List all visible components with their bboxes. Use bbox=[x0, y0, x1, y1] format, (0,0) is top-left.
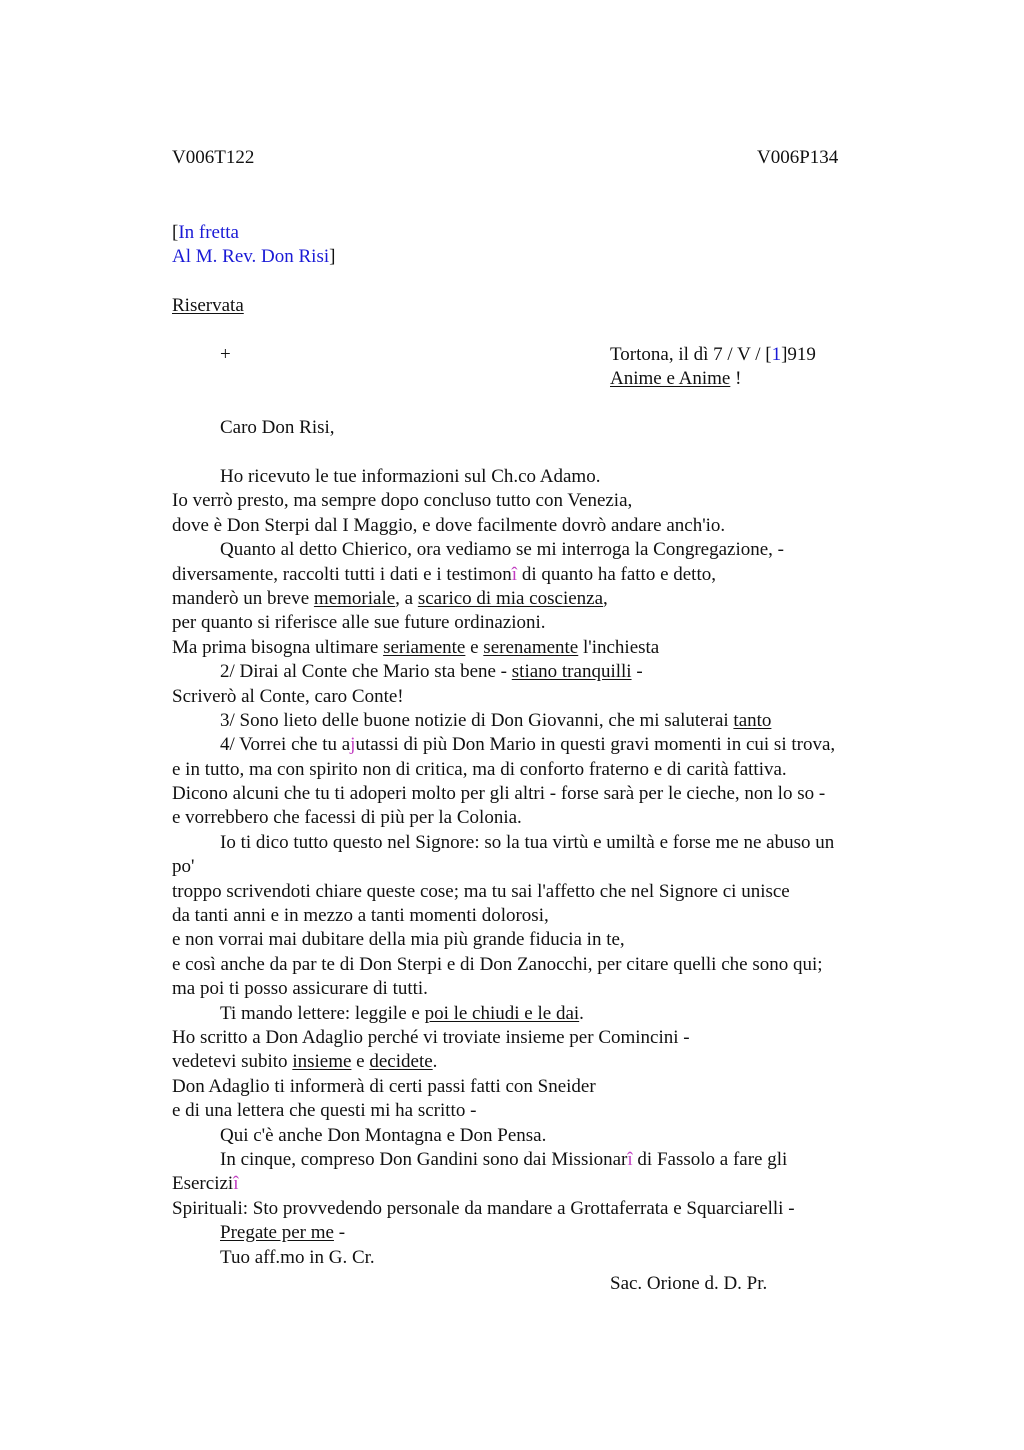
underlined-text: memoriale bbox=[313, 587, 396, 609]
text-run: In cinque, compreso Don Gandini sono dai Missionar bbox=[220, 1148, 628, 1170]
text-run: Scriverò al Conte, caro Conte! bbox=[172, 685, 404, 707]
letter-line bbox=[172, 587, 912, 611]
text-run: Ho ricevuto le tue informazioni sul Ch.co Adamo. bbox=[220, 466, 601, 487]
cross-symbol: + bbox=[220, 344, 231, 365]
letter-line bbox=[172, 489, 912, 513]
letter-line bbox=[172, 904, 912, 928]
dateline: Tortona, il dì 7 / V / [1]919 bbox=[610, 344, 816, 365]
letter-line bbox=[172, 1124, 912, 1148]
letter-line bbox=[172, 880, 912, 904]
underlined-text: Pregate per me bbox=[220, 1222, 334, 1244]
letter-line bbox=[172, 782, 912, 806]
text-run: di quanto ha fatto e detto, bbox=[517, 563, 716, 585]
text-run: Quanto al detto Chierico, ora vediamo se mi interroga la Congregazione, - bbox=[220, 539, 785, 561]
text-run: l'inchiesta bbox=[578, 636, 660, 658]
letter-line bbox=[172, 1050, 912, 1074]
text-run: diversamente, raccolti tutti i dati e i testimon bbox=[172, 563, 512, 585]
letter-line bbox=[172, 928, 912, 952]
underlined-text: stiano tranquilli bbox=[511, 661, 632, 683]
address-close-bracket: ] bbox=[329, 246, 336, 267]
letter-line bbox=[172, 465, 912, 489]
motto: Anime e Anime ! bbox=[610, 368, 742, 389]
text-run: Ti mando lettere: leggile e bbox=[220, 1002, 425, 1024]
text-run: troppo scrivendoti chiare queste cose; ma tu sai l'affetto che nel Signore ci unisce bbox=[172, 880, 790, 902]
text-run: Qui c'è anche Don Montagna e Don Pensa. bbox=[220, 1124, 547, 1146]
letter-line bbox=[172, 733, 912, 757]
dateline-restored-digit: 1 bbox=[771, 344, 782, 365]
letter-line bbox=[172, 514, 912, 538]
text-run: 2/ Dirai al Conte che Mario sta bene - bbox=[220, 661, 512, 683]
letter-line bbox=[172, 758, 912, 782]
text-run: e in tutto, ma con spirito non di critica, ma di conforto fraterno e di carità fattiva. bbox=[172, 758, 787, 780]
text-run: Dicono alcuni che tu ti adoperi molto per gli altri - forse sarà per le cieche, non lo so - bbox=[172, 783, 826, 805]
confidential-label: Riservata bbox=[172, 295, 244, 316]
underlined-text: tanto bbox=[733, 709, 772, 731]
underlined-text: poi le chiudi e le dai bbox=[424, 1002, 580, 1024]
text-run: - bbox=[333, 1222, 346, 1244]
underlined-text: decidete bbox=[369, 1051, 433, 1073]
text-run: Don Adaglio ti informerà di certi passi fatti con Sneider bbox=[172, 1075, 596, 1097]
text-run: - bbox=[631, 661, 643, 683]
editorial-mark: î bbox=[233, 1173, 239, 1195]
letter-line bbox=[172, 1148, 912, 1172]
text-run: utassi di più Don Mario in questi gravi momenti in cui si trova, bbox=[355, 734, 836, 756]
text-run: e di una lettera che questi mi ha scritto - bbox=[172, 1100, 477, 1122]
text-run: Ho scritto a Don Adaglio perché vi troviate insieme per Comincini - bbox=[172, 1026, 690, 1048]
text-run: ma poi ti posso assicurare di tutti. bbox=[172, 978, 428, 1000]
text-run: manderò un breve bbox=[172, 587, 314, 609]
underlined-text: seriamente bbox=[383, 636, 466, 658]
letter-line bbox=[172, 1099, 912, 1123]
letter-line bbox=[172, 1002, 912, 1026]
letter-line bbox=[172, 685, 912, 709]
address-line-1 bbox=[172, 221, 239, 245]
signature: Sac. Orione d. D. Pr. bbox=[610, 1273, 768, 1294]
editorial-mark: î bbox=[627, 1148, 633, 1170]
underlined-text: scarico di mia coscienza bbox=[417, 587, 604, 609]
letter-line bbox=[172, 538, 912, 562]
letter-line bbox=[172, 977, 912, 1001]
letter-body bbox=[172, 465, 912, 1270]
letter-line bbox=[172, 953, 912, 977]
underlined-text: insieme bbox=[292, 1051, 352, 1073]
text-run: . bbox=[579, 1002, 584, 1024]
letter-line bbox=[172, 563, 912, 587]
text-run: , bbox=[603, 587, 608, 609]
text-run: e bbox=[351, 1051, 370, 1073]
text-run: . bbox=[432, 1051, 438, 1073]
editorial-mark: î bbox=[511, 563, 518, 585]
text-run: e vorrebbero che facessi di più per la Colonia. bbox=[172, 807, 522, 829]
letter-line bbox=[172, 636, 912, 660]
letter-line bbox=[172, 1172, 912, 1196]
letter-line bbox=[172, 1026, 912, 1050]
text-run: Spirituali: Sto provvedendo personale da mandare a Grottaferrata e Squarciarelli - bbox=[172, 1197, 795, 1219]
letter-line bbox=[172, 1246, 912, 1270]
letter-line bbox=[172, 1221, 912, 1245]
text-run: e bbox=[465, 636, 484, 658]
text-run: Io verrò presto, ma sempre dopo concluso tutto con Venezia, bbox=[172, 490, 633, 512]
letter-line bbox=[172, 611, 912, 635]
address-urgency: In fretta bbox=[178, 222, 239, 243]
address-open-bracket: [ bbox=[172, 222, 179, 243]
letter-line bbox=[172, 660, 912, 684]
text-run: di Fassolo a fare gli bbox=[632, 1148, 788, 1170]
text-run: 4/ Vorrei che tu a bbox=[220, 734, 351, 756]
editorial-mark: j bbox=[350, 734, 356, 756]
address-line-2 bbox=[172, 245, 335, 269]
text-run: da tanti anni e in mezzo a tanti momenti dolorosi, bbox=[172, 905, 549, 927]
letter-line bbox=[172, 1197, 912, 1221]
text-run: Esercizi bbox=[172, 1173, 234, 1195]
text-run: 3/ Sono lieto delle buone notizie di Don Giovanni, che mi saluterai bbox=[220, 709, 734, 731]
document-code-right: V006P134 bbox=[757, 147, 839, 168]
text-run: per quanto si riferisce alle sue future ordinazioni. bbox=[172, 612, 546, 634]
text-run: , a bbox=[395, 587, 418, 609]
text-run: Io ti dico tutto questo nel Signore: so la tua virtù e umiltà e forse me ne abuso un bbox=[220, 831, 835, 853]
letter-line bbox=[172, 855, 912, 879]
text-run: dove è Don Sterpi dal I Maggio, e dove facilmente dovrò andare anch'io. bbox=[172, 514, 726, 536]
text-run: Tuo aff.mo in G. Cr. bbox=[220, 1246, 375, 1268]
address-recipient: Al M. Rev. Don Risi bbox=[172, 246, 330, 267]
letter-line bbox=[172, 1075, 912, 1099]
letter-line bbox=[172, 806, 912, 830]
text-run: e così anche da par te di Don Sterpi e di Don Zanocchi, per citare quelli che sono qui; bbox=[172, 953, 823, 975]
text-run: e non vorrai mai dubitare della mia più grande fiducia in te, bbox=[172, 929, 625, 951]
underlined-text: serenamente bbox=[483, 636, 579, 658]
letter-line bbox=[172, 831, 912, 855]
text-run: Ma prima bisogna ultimare bbox=[172, 636, 384, 658]
text-run: vedetevi subito bbox=[172, 1051, 293, 1073]
text-run: po' bbox=[172, 856, 195, 878]
salutation: Caro Don Risi, bbox=[220, 417, 335, 438]
document-code-left: V006T122 bbox=[172, 147, 255, 168]
letter-line bbox=[172, 709, 912, 733]
